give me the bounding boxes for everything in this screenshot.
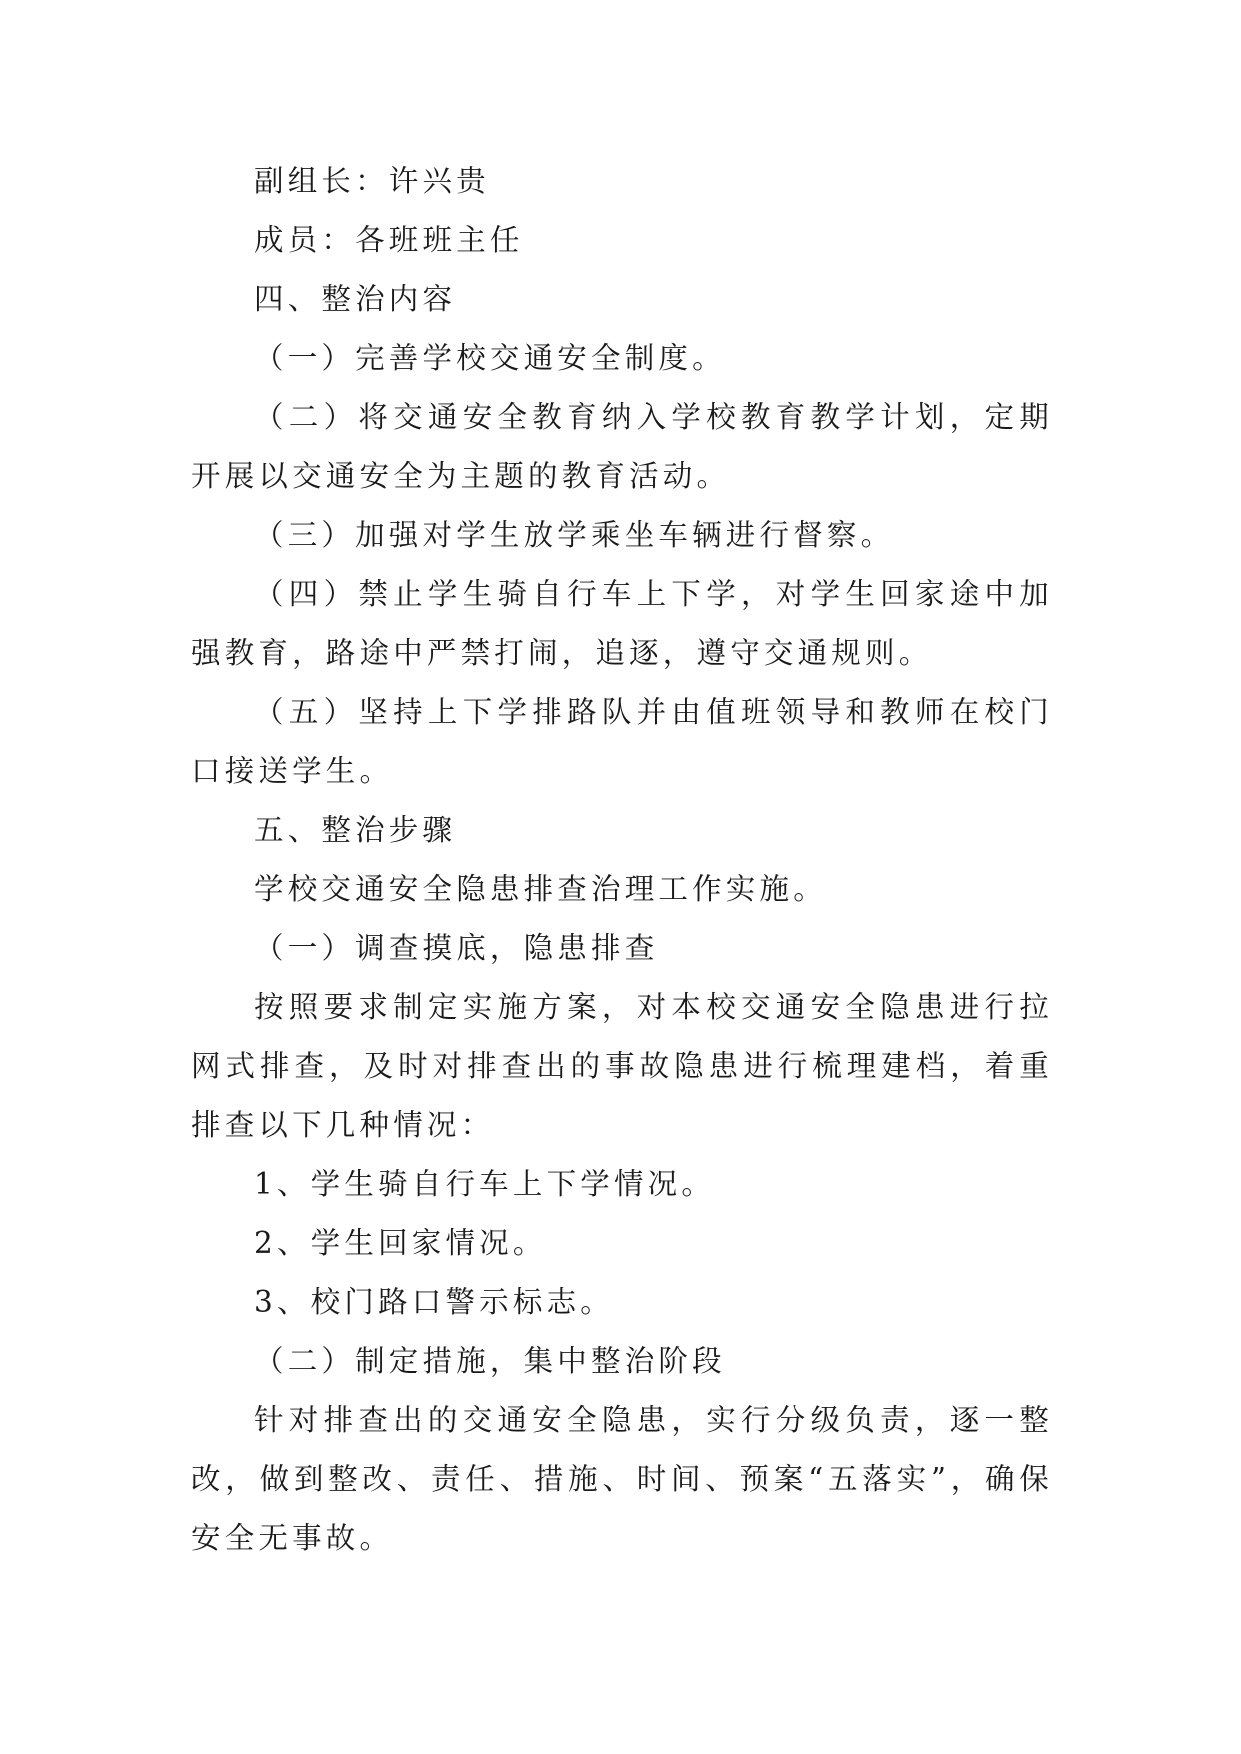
paragraph-measures: 针对排查出的交通安全隐患，实行分级负责，逐一整改，做到整改、责任、措施、时间、预案“五落实”，确保安全无事故。 — [191, 1403, 1053, 1555]
subheading-measures: （二）制定措施，集中整治阶段 — [254, 1344, 726, 1378]
paragraph-item-3: （三）加强对学生放学乘坐车辆进行督察。 — [254, 518, 895, 552]
list-item-3: 3、校门路口警示标志。 — [254, 1285, 614, 1319]
paragraph-deputy-leader: 副组长：许兴贵 — [254, 164, 490, 198]
paragraph-item-2: （二）将交通安全教育纳入学校教育教学计划，定期开展以交通安全为主题的教育活动。 — [191, 400, 1053, 493]
section-heading-steps: 五、整治步骤 — [254, 813, 457, 847]
subheading-investigation: （一）调查摸底，隐患排查 — [254, 931, 659, 965]
paragraph-steps-intro: 学校交通安全隐患排查治理工作实施。 — [254, 872, 827, 906]
list-item-2: 2、学生回家情况。 — [254, 1226, 547, 1260]
paragraph-item-5: （五）坚持上下学排路队并由值班领导和教师在校门口接送学生。 — [191, 695, 1053, 788]
list-item-1: 1、学生骑自行车上下学情况。 — [254, 1167, 716, 1201]
paragraph-members: 成员：各班班主任 — [254, 223, 524, 257]
paragraph-item-1: （一）完善学校交通安全制度。 — [254, 341, 726, 375]
document-body — [191, 152, 1053, 1568]
paragraph-investigation: 按照要求制定实施方案，对本校交通安全隐患进行拉网式排查，及时对排查出的事故隐患进行梳理建档，着重排查以下几种情况： — [191, 990, 1053, 1142]
section-heading-content: 四、整治内容 — [254, 282, 457, 316]
paragraph-item-4: （四）禁止学生骑自行车上下学，对学生回家途中加强教育，路途中严禁打闹，追逐，遵守交通规则。 — [191, 577, 1053, 670]
